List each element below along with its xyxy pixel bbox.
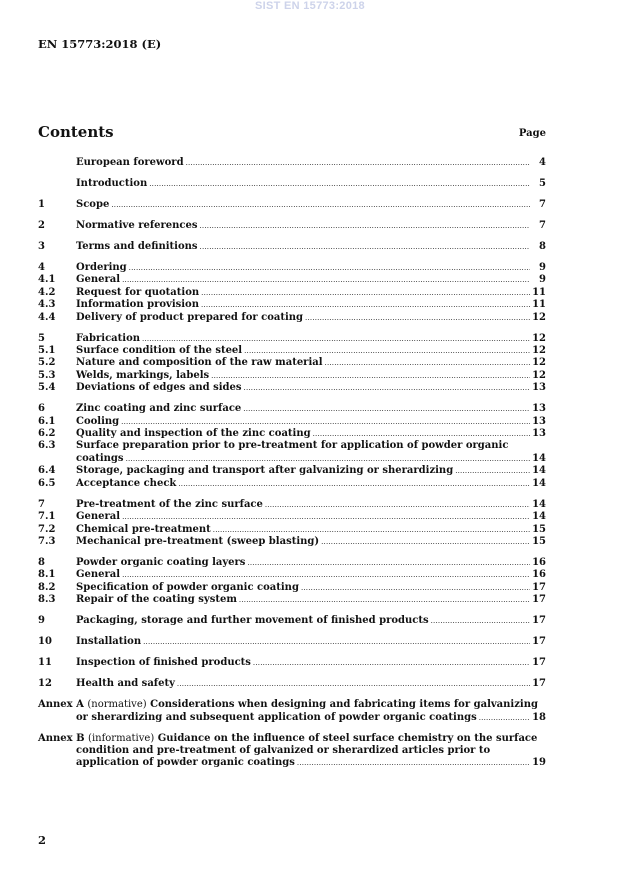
toc-entry-page: 16 [532, 556, 546, 568]
toc-entry-title: Repair of the coating system [76, 594, 237, 606]
toc-entry[interactable] [38, 382, 546, 394]
toc-entry[interactable] [38, 582, 546, 594]
toc-entry-title: Installation [76, 636, 142, 648]
toc-entry-page: 9 [539, 262, 546, 273]
toc-entry-line [76, 465, 546, 477]
toc-entry-line [76, 511, 546, 523]
toc-entry-title: Request for quotation [76, 286, 200, 298]
toc-entry[interactable] [38, 299, 546, 311]
toc-leader-dots [200, 241, 530, 253]
toc-entry-number: 8 [38, 556, 45, 568]
annex-a-title-line1: Considerations when designing and fabricating items for galvanizing [150, 699, 538, 711]
toc-entry-page: 7 [539, 220, 546, 231]
toc-entry-title: Information provision [76, 299, 199, 311]
toc-entry[interactable] [38, 157, 546, 169]
toc-entry-line [76, 416, 546, 428]
toc-leader-dots [177, 678, 530, 690]
toc-entry[interactable] [38, 536, 546, 548]
toc-leader-dots [313, 428, 530, 440]
annex-a-label: Annex A [38, 699, 84, 711]
toc-entry[interactable] [38, 657, 546, 669]
toc-leader-dots [244, 345, 530, 357]
toc-entry[interactable] [38, 557, 546, 569]
toc-entry-page: 11 [532, 286, 546, 298]
toc-entry-line [76, 536, 546, 548]
toc-entry-line [76, 582, 546, 594]
toc-entry[interactable] [38, 499, 546, 511]
toc-entry-page: 5 [539, 178, 546, 189]
toc-entry-number: 8.1 [38, 569, 56, 581]
toc-entry-page: 16 [532, 569, 546, 581]
toc-entry-title: coatings [76, 452, 124, 464]
toc-entry-title: Fabrication [76, 332, 141, 344]
toc-entry-line [76, 636, 546, 648]
toc-entry[interactable] [38, 678, 546, 690]
toc-entry-number: 12 [38, 678, 52, 690]
toc-entry-number: 4.1 [38, 274, 56, 286]
toc-leader-dots [211, 370, 530, 382]
toc-entry-page: 13 [532, 403, 546, 415]
toc-entry-title: General [76, 569, 121, 581]
toc-entry[interactable] [38, 274, 546, 286]
toc-entry-number: 11 [38, 657, 52, 669]
toc-entry-line [76, 157, 546, 169]
toc-leader-dots [201, 299, 530, 311]
toc-entry-number: 8.2 [38, 581, 56, 593]
toc-entry-line [76, 382, 546, 394]
toc-entry-page: 14 [532, 498, 546, 510]
toc-entry-number: 7.1 [38, 511, 56, 523]
annex-a-page: 18 [532, 711, 546, 723]
toc-entry-title: General [76, 274, 121, 286]
annex-b-title-line2: condition and pre-treatment of galvanized or sherardized articles prior to [76, 744, 491, 756]
toc-leader-dots [247, 557, 530, 569]
toc-leader-dots [301, 582, 530, 594]
toc-leader-dots [122, 569, 530, 581]
toc-entry-number: 8.3 [38, 594, 56, 606]
toc-entry[interactable] [38, 178, 546, 190]
toc-entry-line [76, 657, 546, 669]
toc-entry-number: 5.3 [38, 369, 56, 381]
toc-entry[interactable] [38, 357, 546, 369]
toc-entry-line [76, 524, 546, 536]
toc-entry[interactable] [38, 403, 546, 415]
toc-leader-dots [129, 262, 530, 274]
toc-entry-title: Chemical pre-treatment [76, 523, 211, 535]
annex-b-first-line [38, 733, 546, 745]
toc-entry-title: Powder organic coating layers [76, 556, 246, 568]
toc-leader-dots [149, 178, 530, 190]
toc-entry-line [76, 499, 546, 511]
toc-entry[interactable] [38, 287, 546, 299]
toc-entry[interactable] [38, 615, 546, 627]
toc-entry-page: 17 [532, 678, 546, 690]
toc-entry[interactable] [38, 524, 546, 536]
toc-leader-dots [243, 403, 530, 415]
annex-b-last-line [38, 757, 546, 769]
toc-leader-dots [186, 157, 530, 169]
toc-entry-title: Mechanical pre-treatment (sweep blasting) [76, 535, 320, 547]
toc-entry-page: 12 [532, 345, 546, 357]
toc-entry[interactable] [38, 220, 546, 232]
toc-entry-title: Acceptance check [76, 477, 177, 489]
toc-entry-line [76, 333, 546, 345]
toc-entry-title: General [76, 511, 121, 523]
toc-entry-title: European foreword [76, 157, 184, 168]
toc-entry-page: 11 [532, 299, 546, 311]
toc-entry-title: Health and safety [76, 678, 175, 690]
toc-entry-line [76, 262, 546, 274]
toc-entry-line [76, 357, 546, 369]
toc-entry-page: 13 [532, 428, 546, 440]
toc-leader-dots [321, 536, 530, 548]
toc-leader-dots [143, 636, 530, 648]
toc-entry[interactable] [38, 241, 546, 253]
toc-entry-number: 4.3 [38, 299, 56, 311]
toc-leader-dots [305, 312, 530, 324]
toc-entry[interactable] [38, 333, 546, 345]
toc-entry-title: Quality and inspection of the zinc coating [76, 428, 311, 440]
toc-entry-title: Packaging, storage and further movement of finished products [76, 615, 429, 627]
toc-entry-page: 15 [532, 523, 546, 535]
toc-entry-title: Zinc coating and zinc surface [76, 403, 242, 415]
toc-entry-number: 5 [38, 332, 45, 344]
toc-entry-title-line1: Surface preparation prior to pre-treatment for application of powder organic [76, 440, 509, 452]
toc-entry-number: 2 [38, 220, 45, 231]
toc-leader-dots [126, 453, 530, 465]
table-of-contents [38, 157, 546, 770]
toc-entry-line [76, 478, 546, 490]
toc-leader-dots [111, 199, 530, 211]
toc-entry[interactable] [38, 511, 546, 523]
toc-entry-line [76, 370, 546, 382]
toc-entry-title: Deviations of edges and sides [76, 382, 242, 394]
toc-entry-title: Surface condition of the steel [76, 345, 243, 357]
toc-entry-number: 5.2 [38, 357, 56, 369]
toc-entry-line [76, 428, 546, 440]
toc-entry[interactable] [38, 199, 546, 211]
toc-entry[interactable] [38, 478, 546, 490]
toc-leader-dots [297, 757, 530, 769]
toc-entry-line [76, 453, 546, 465]
toc-entry-page: 14 [532, 452, 546, 464]
toc-entry-number: 5.1 [38, 345, 56, 357]
toc-entry-page: 14 [532, 465, 546, 477]
toc-entry-number: 7.3 [38, 535, 56, 547]
toc-entry-page: 14 [532, 477, 546, 489]
annex-a-title-line2: or sherardizing and subsequent application of powder organic coatings [76, 711, 477, 723]
toc-entry-annex-a[interactable] [38, 699, 546, 724]
toc-entry-annex-b[interactable] [38, 733, 546, 770]
toc-entry-number: 6.4 [38, 465, 56, 477]
toc-entry-number: 10 [38, 636, 52, 648]
toc-entry-title: Delivery of product prepared for coating [76, 311, 304, 323]
toc-entry-title: Inspection of finished products [76, 657, 251, 669]
toc-entry-title: Pre-treatment of the zinc surface [76, 498, 263, 510]
toc-entry-number: 1 [38, 199, 45, 210]
toc-entry-title: Scope [76, 199, 110, 210]
toc-entry-line [76, 345, 546, 357]
toc-entry-page: 4 [539, 157, 546, 168]
toc-entry-page: 12 [532, 311, 546, 323]
annex-a-first-line [38, 699, 546, 711]
toc-entry-line [76, 678, 546, 690]
toc-leader-dots [200, 220, 531, 232]
toc-entry[interactable] [38, 345, 546, 357]
toc-entry-title: Normative references [76, 220, 198, 231]
toc-entry-title: Terms and definitions [76, 241, 198, 252]
watermark: SIST EN 15773:2018 [255, 0, 365, 12]
toc-entry-line [76, 199, 546, 211]
toc-entry-page: 15 [532, 535, 546, 547]
toc-entry-title: Cooling [76, 415, 120, 427]
toc-entry-line [76, 403, 546, 415]
toc-entry-line [76, 274, 546, 286]
toc-entry-title: Welds, markings, labels [76, 369, 210, 381]
toc-entry-page: 12 [532, 369, 546, 381]
toc-entry-title: Specification of powder organic coating [76, 581, 299, 593]
toc-entry-number: 5.4 [38, 382, 56, 394]
toc-leader-dots [431, 615, 530, 627]
toc-entry-title: Introduction [76, 178, 148, 189]
document-reference: EN 15773:2018 (E) [38, 37, 162, 51]
toc-entry-line [76, 178, 546, 190]
toc-entry-page: 13 [532, 415, 546, 427]
toc-entry-number: 6.1 [38, 415, 56, 427]
toc-entry-number: 6.3 [38, 440, 56, 452]
toc-leader-dots [239, 594, 530, 606]
annex-a-last-line [38, 712, 546, 724]
page-number: 2 [38, 833, 47, 847]
annex-b-title-line1: Guidance on the influence of steel surface chemistry on the surface [157, 732, 538, 744]
toc-entry-number: 7.2 [38, 523, 56, 535]
toc-entry-number: 3 [38, 241, 45, 252]
toc-entry-number: 4 [38, 262, 45, 273]
toc-leader-dots [479, 712, 530, 724]
toc-entry-line [76, 557, 546, 569]
toc-entry-number: 9 [38, 615, 45, 627]
toc-entry-page: 17 [532, 581, 546, 593]
toc-entry[interactable] [38, 636, 546, 648]
toc-entry-page: 17 [532, 594, 546, 606]
toc-entry-title: Nature and composition of the raw material [76, 357, 323, 369]
toc-entries [38, 157, 546, 691]
toc-leader-dots [201, 287, 530, 299]
toc-entry[interactable] [38, 428, 546, 440]
toc-leader-dots [178, 478, 530, 490]
toc-entry-page: 8 [539, 241, 546, 252]
toc-entry-title: Ordering [76, 262, 127, 273]
toc-leader-dots [122, 274, 530, 286]
page-column-label: Page [518, 128, 546, 139]
toc-entry-line [76, 594, 546, 606]
toc-leader-dots [253, 657, 530, 669]
toc-leader-dots [142, 333, 530, 345]
toc-leader-dots [122, 511, 530, 523]
toc-entry-line [76, 299, 546, 311]
toc-entry-page: 14 [532, 511, 546, 523]
toc-entry-line [76, 615, 546, 627]
toc-entry-title: Storage, packaging and transport after galvanizing or sherardizing [76, 465, 454, 477]
toc-leader-dots [213, 524, 530, 536]
toc-leader-dots [455, 465, 530, 477]
toc-leader-dots [121, 416, 530, 428]
toc-entry-number: 7 [38, 498, 45, 510]
toc-entry-number: 4.2 [38, 286, 56, 298]
toc-entry-page: 13 [532, 382, 546, 394]
toc-entry[interactable] [38, 594, 546, 606]
toc-entry-number: 4.4 [38, 311, 56, 323]
annex-b-page: 19 [532, 757, 546, 769]
toc-entry-line [76, 569, 546, 581]
toc-entry[interactable] [38, 262, 546, 274]
toc-leader-dots [265, 499, 530, 511]
toc-entry-page: 7 [539, 199, 546, 210]
toc-entry-number: 6.5 [38, 477, 56, 489]
annex-b-title-line3: application of powder organic coatings [76, 757, 295, 769]
toc-entry-page: 12 [532, 332, 546, 344]
toc-entry-number: 6.2 [38, 428, 56, 440]
toc-entry-number: 6 [38, 403, 45, 415]
toc-entry-page: 12 [532, 357, 546, 369]
contents-heading: Contents [38, 123, 114, 141]
annex-b-kind: (informative) [88, 732, 155, 744]
toc-entry-line [76, 312, 546, 324]
toc-entry-page: 9 [539, 274, 546, 286]
toc-entry-line [76, 287, 546, 299]
toc-leader-dots [244, 382, 530, 394]
toc-entry[interactable] [38, 440, 546, 465]
toc-entry[interactable] [38, 416, 546, 428]
toc-entry[interactable] [38, 465, 546, 477]
annex-a-kind: (normative) [87, 699, 147, 711]
toc-entry-page: 17 [532, 615, 546, 627]
toc-entry-page: 17 [532, 657, 546, 669]
toc-entry-page: 17 [532, 636, 546, 648]
toc-entry[interactable] [38, 370, 546, 382]
toc-entry-line [76, 220, 546, 232]
toc-entry-line [76, 241, 546, 253]
toc-leader-dots [325, 357, 530, 369]
toc-entry[interactable] [38, 312, 546, 324]
annex-b-label: Annex B [38, 732, 85, 744]
toc-entry[interactable] [38, 569, 546, 581]
